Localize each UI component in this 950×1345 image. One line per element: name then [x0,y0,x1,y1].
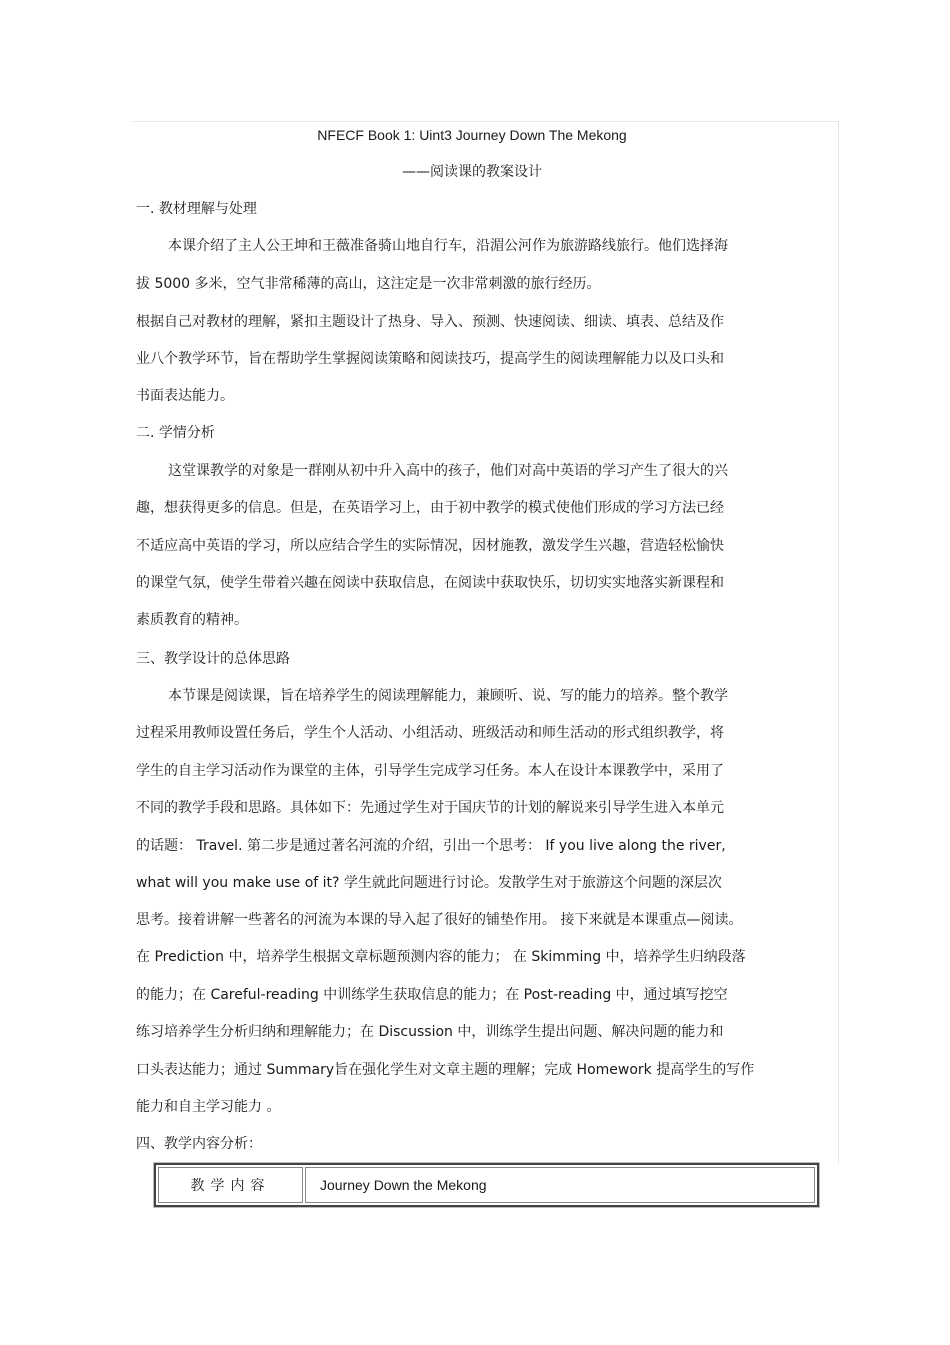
paragraph-line: 业八个教学环节，旨在帮助学生掌握阅读策略和阅读技巧，提高学生的阅读理解能力以及口头和 [136,351,724,367]
paragraph-line: 过程采用教师设置任务后，学生个人活动、小组活动、班级活动和师生活动的形式组织教学，将 [136,725,724,741]
paragraph-line: 的课堂气氛，使学生带着兴趣在阅读中获取信息，在阅读中获取快乐，切切实实地落实新课程和 [136,575,724,591]
paragraph-line: 练习培养学生分析归纳和理解能力；在 Discussion 中，训练学生提出问题、解决问题的能力和 [136,1024,724,1040]
paragraph-line: 书面表达能力。 [136,388,234,404]
paragraph-line: 趣，想获得更多的信息。但是，在英语学习上，由于初中教学的模式使他们形成的学习方法已经 [136,500,724,516]
section-1-heading: 一. 教材理解与处理 [136,201,257,217]
section-4-heading: 四、教学内容分析： [136,1136,262,1152]
paragraph-line: 口头表达能力；通过 Summary旨在强化学生对文章主题的理解；完成 Homework 提高学生的写作 [136,1062,755,1078]
paragraph-line: 的话题： Travel. 第二步是通过著名河流的介绍，引出一个思考： If you live along the river, [136,838,726,854]
paragraph-line: 拔 5000 多米，空气非常稀薄的高山，这注定是一次非常刺激的旅行经历。 [136,276,601,292]
paragraph-line: 素质教育的精神。 [136,612,248,628]
section-2-heading: 二. 学情分析 [136,425,215,441]
document-title: NFECF Book 1: Uint3 Journey Down The Mekong [317,127,627,143]
paragraph-line: 本课介绍了主人公王坤和王薇准备骑山地自行车，沿湄公河作为旅游路线旅行。他们选择海 [168,238,728,254]
paragraph-line: 不适应高中英语的学习，所以应结合学生的实际情况，因材施教，激发学生兴趣，营造轻松愉快 [136,538,724,554]
table-value-cell: Journey Down the Mekong [305,1167,815,1203]
paragraph-line: 的能力；在 Careful-reading 中训练学生获取信息的能力；在 Post-reading 中，通过填写挖空 [136,987,728,1003]
section-3-heading: 三、教学设计的总体思路 [136,651,290,667]
table-label-cell: 教学内容 [158,1167,303,1203]
teaching-content-table [154,1163,819,1207]
paragraph-line: 学生的自主学习活动作为课堂的主体，引导学生完成学习任务。本人在设计本课教学中，采用了 [136,763,724,779]
paragraph-line: 不同的教学手段和思路。具体如下：先通过学生对于国庆节的计划的解说来引导学生进入本单元 [136,800,724,816]
paragraph-line: 这堂课教学的对象是一群刚从初中升入高中的孩子，他们对高中英语的学习产生了很大的兴 [168,463,728,479]
document-subtitle: ——阅读课的教案设计 [402,164,542,180]
paragraph-line: 根据自己对教材的理解，紧扣主题设计了热身、导入、预测、快速阅读、细读、填表、总结及作 [136,314,724,330]
paragraph-line: what will you make use of it? 学生就此问题进行讨论。发散学生对于旅游这个问题的深层次 [136,875,722,891]
paragraph-line: 在 Prediction 中，培养学生根据文章标题预测内容的能力； 在 Skimming 中，培养学生归纳段落 [136,949,746,965]
paragraph-line: 思考。接着讲解一些著名的河流为本课的导入起了很好的铺垫作用。 接下来就是本课重点—阅读。 [136,912,743,928]
paragraph-line: 能力和自主学习能力 。 [136,1099,281,1115]
paragraph-line: 本节课是阅读课，旨在培养学生的阅读理解能力，兼顾听、说、写的能力的培养。整个教学 [168,688,728,704]
table-row [158,1167,815,1203]
